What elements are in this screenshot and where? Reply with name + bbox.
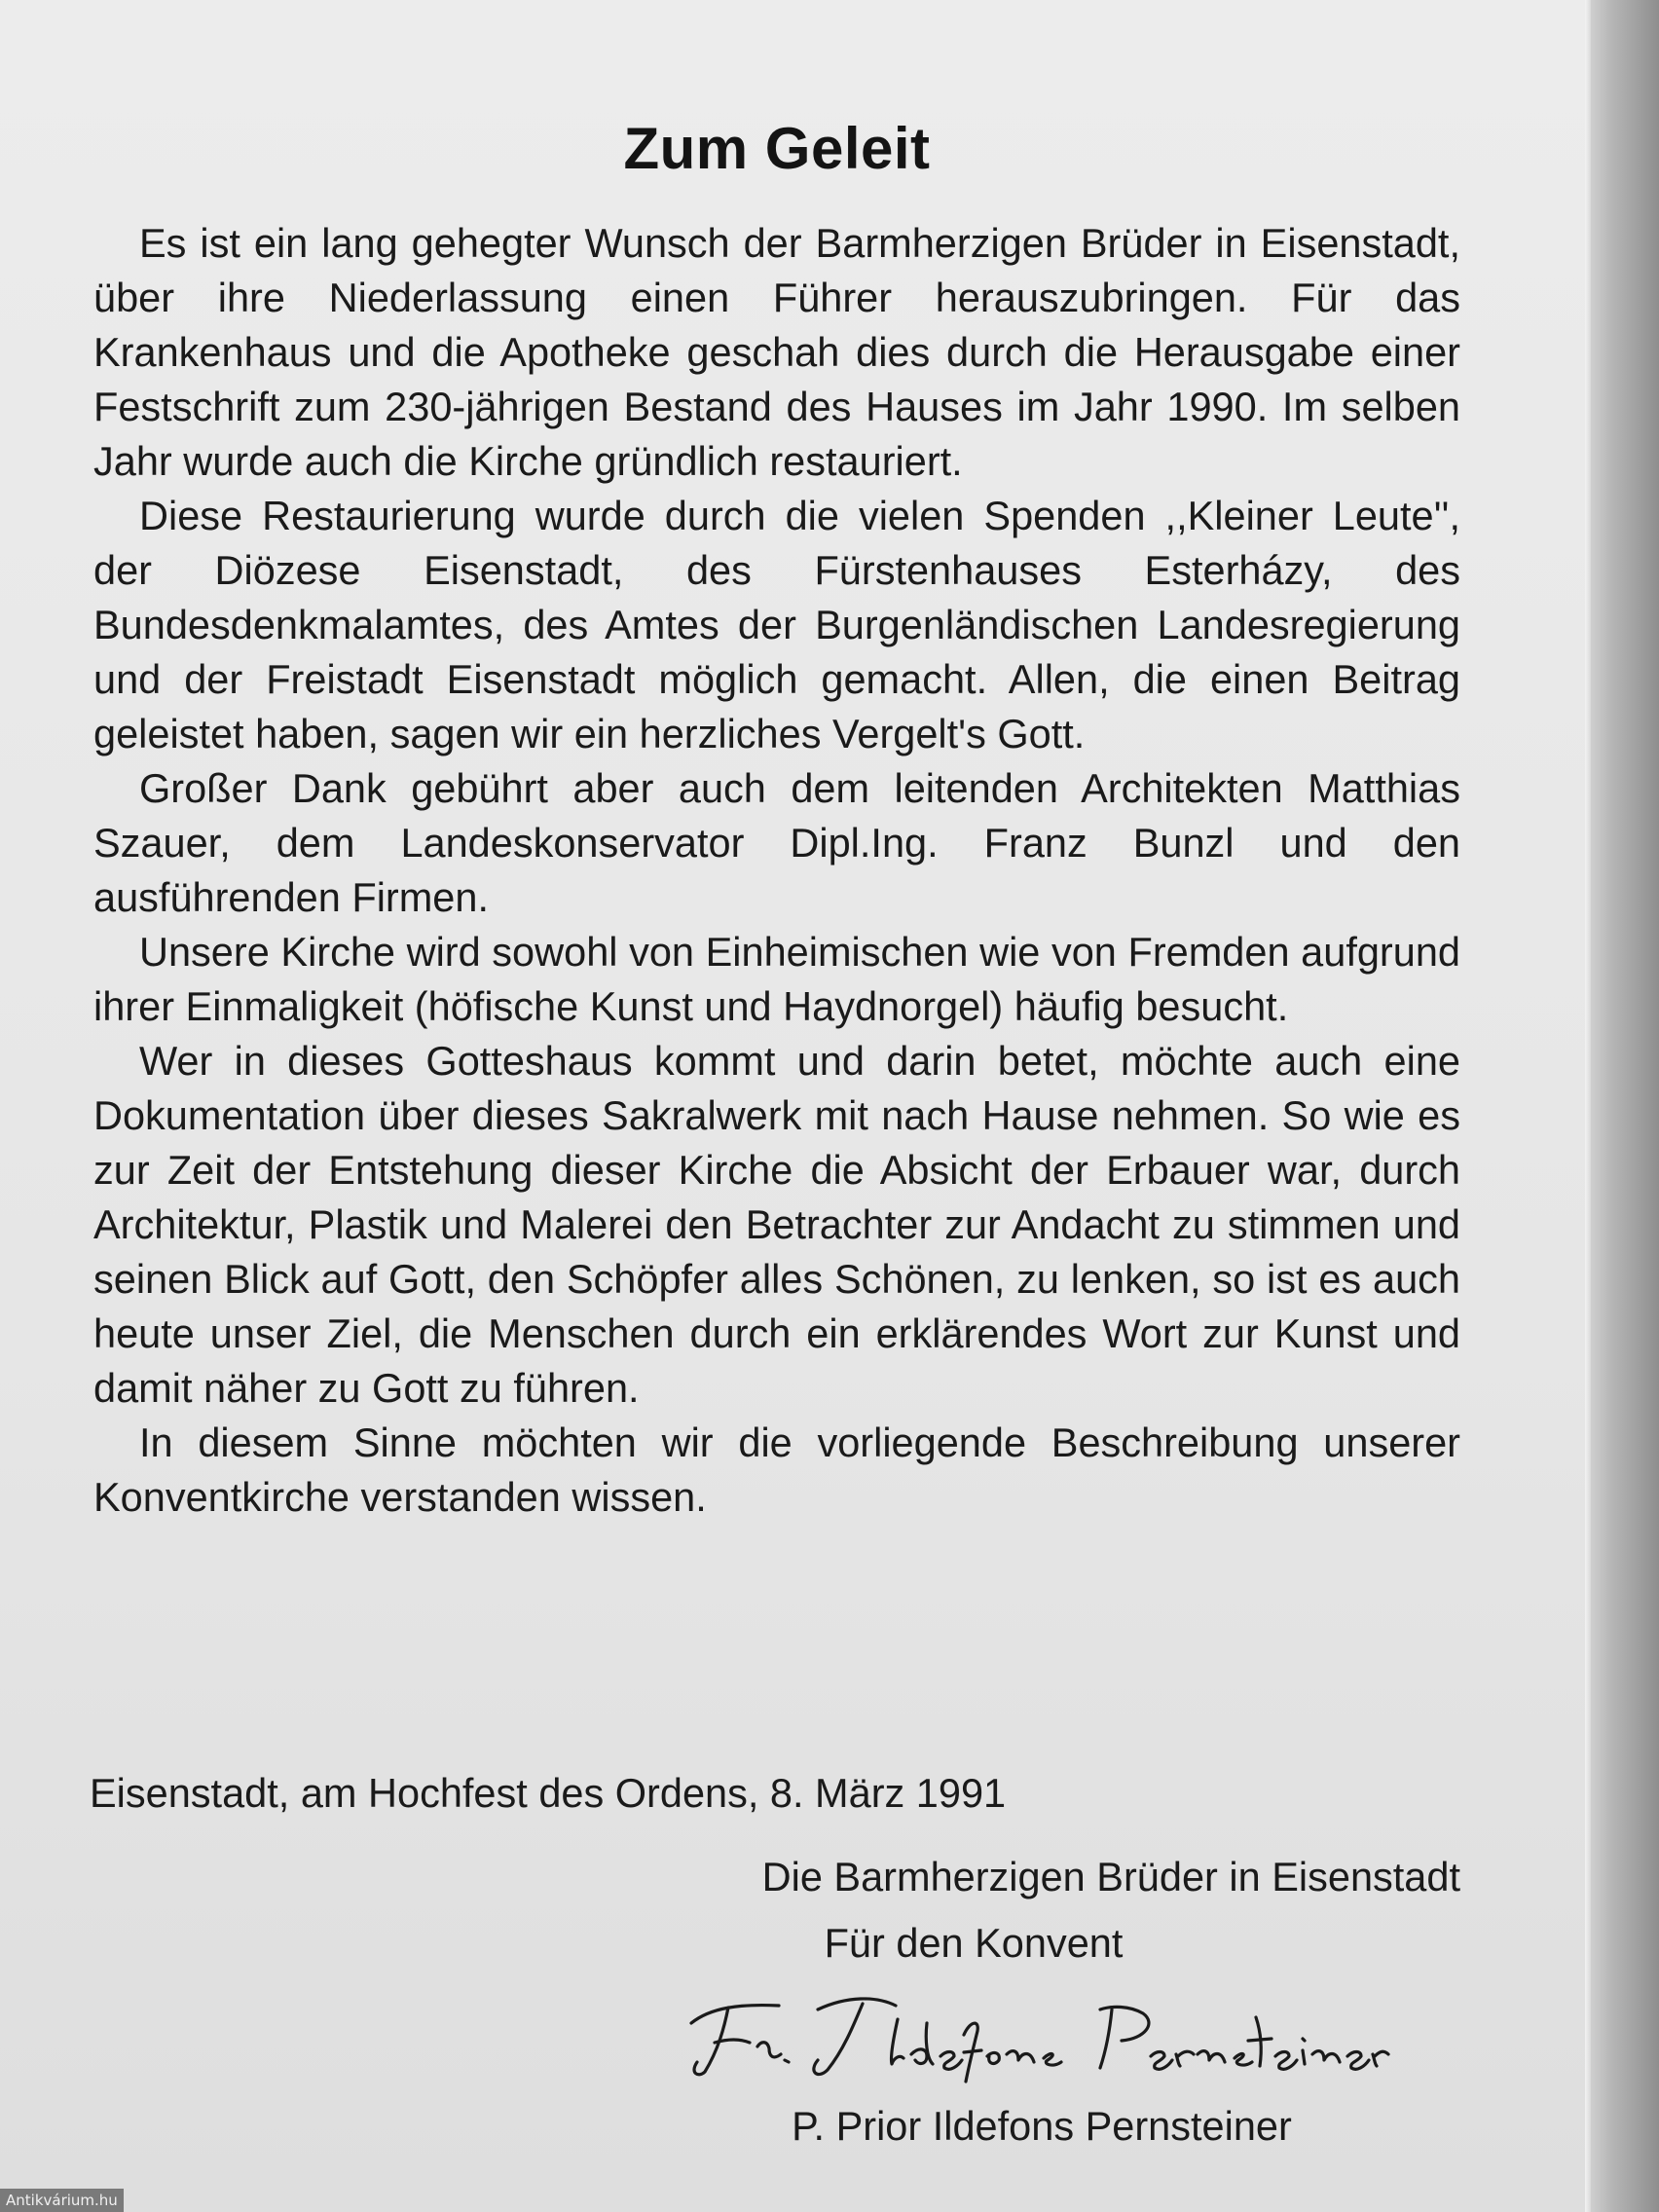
handwritten-signature: [672, 1967, 1392, 2093]
printed-name: P. Prior Ildefons Pernsteiner: [792, 2103, 1292, 2149]
on-behalf-line: Für den Konvent: [824, 1920, 1124, 1966]
paragraph-5: Wer in dieses Gotteshaus kommt und darin betet, möchte auch eine Dokumentation über dieses Sakralwerk mit nach Hause nehmen. So wie es zur Zeit der Entstehung dieser Kirche die Absicht der Erbauer war, durch Architektur, Plastik und Malerei den Betrachter zur Andacht zu stimmen und seinen Blick auf Gott, den Schöpfer alles Schönen, zu lenken, so ist es auch heute unser Ziel, die Menschen durch ein erklärendes Wort zur Kunst und damit näher zu Gott zu führen.: [93, 1038, 1460, 1411]
body-text: [93, 216, 1460, 1525]
paragraph-3: Großer Dank gebührt aber auch dem leitenden Architekten Matthias Szauer, dem Landeskonservator Dipl.Ing. Franz Bunzl und den ausführenden Firmen.: [93, 765, 1460, 920]
organization-line: Die Barmherzigen Brüder in Eisenstadt: [761, 1854, 1460, 1899]
page-title: Zum Geleit: [623, 116, 931, 181]
paragraph-1: Es ist ein lang gehegter Wunsch der Barmherzigen Brüder in Eisenstadt, über ihre Niederlassung einen Führer herauszubringen. Für das Krankenhaus und die Apotheke geschah dies durch die Herausgabe einer Festschrift zum 230-jährigen Bestand des Hauses im Jahr 1990. Im selben Jahr wurde auch die Kirche gründlich restauriert.: [93, 220, 1460, 484]
paragraph-4: Unsere Kirche wird sowohl von Einheimischen wie von Fremden aufgrund ihrer Einmaligkeit (höfische Kunst und Haydnorgel) häufig besucht.: [93, 929, 1460, 1029]
watermark: Antikvárium.hu: [0, 2189, 124, 2212]
paragraph-2: Diese Restaurierung wurde durch die vielen Spenden ,,Kleiner Leute'', der Diözese Eisenstadt, des Fürstenhauses Esterházy, des Bundesdenkmalamtes, des Amtes der Burgenländischen Landesregierung und der Freistadt Eisenstadt möglich gemacht. Allen, die einen Beitrag geleistet haben, sagen wir ein herzliches Vergelt's Gott.: [93, 493, 1460, 756]
dateline: Eisenstadt, am Hochfest des Ordens, 8. März 1991: [90, 1770, 1007, 1816]
book-spine: [1591, 0, 1659, 2212]
paragraph-6: In diesem Sinne möchten wir die vorliegende Beschreibung unserer Konventkirche verstanden wissen.: [93, 1419, 1460, 1520]
